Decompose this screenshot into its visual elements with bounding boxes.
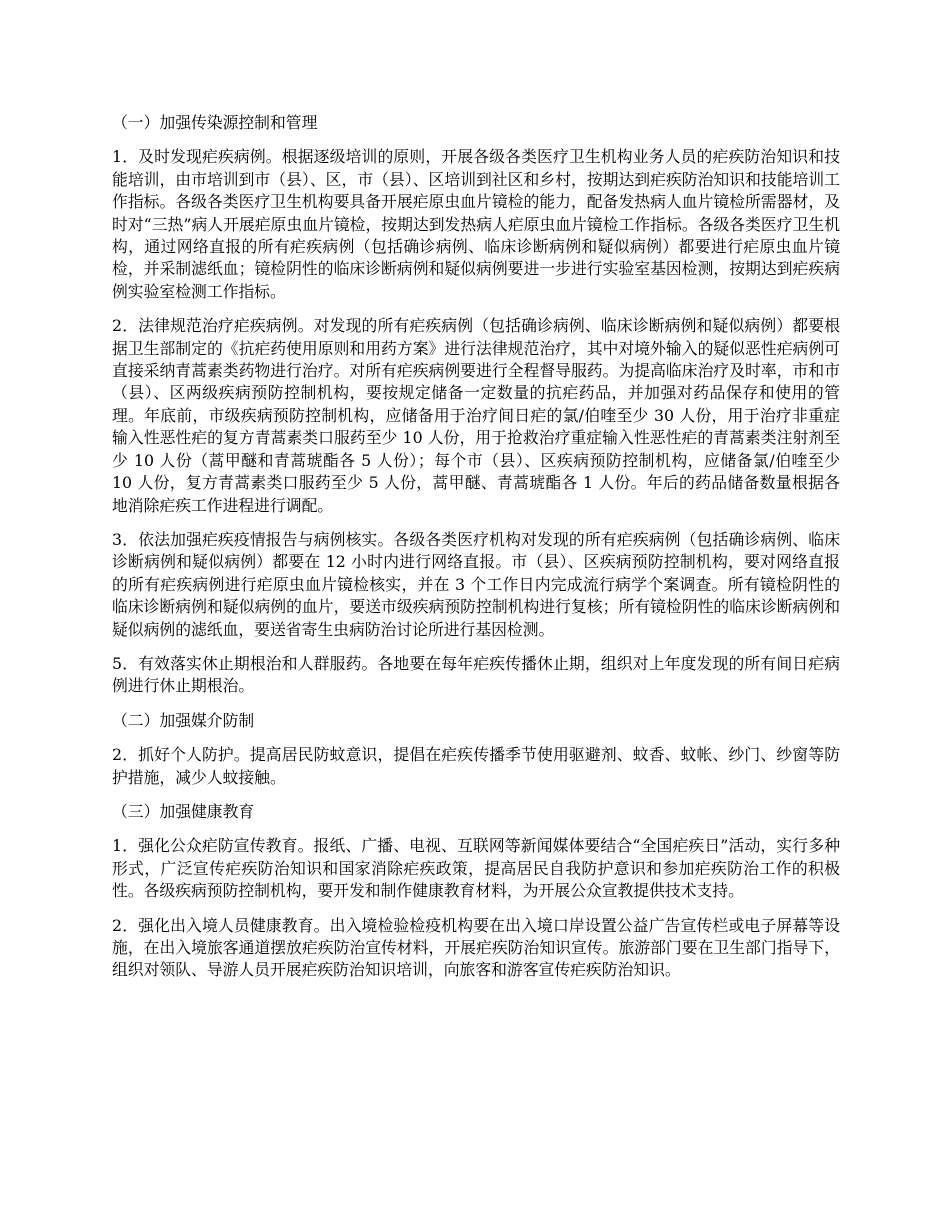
- section-heading: （三）加强健康教育: [112, 801, 255, 821]
- section-2: [112, 710, 840, 789]
- paragraph: 1．强化公众疟防宣传教育。报纸、广播、电视、互联网等新闻媒体要结合“全国疟疾日”活动，实行多种形式，广泛宣传疟疾防治知识和国家消除疟疾政策，提高居民自我防护意识和参加疟疾防治工作的积极性。各级疾病预防控制机构，要开发和制作健康教育材料，为开展公众宣教提供技术支持。: [112, 836, 840, 901]
- paragraph: 5．有效落实休止期根治和人群服药。各地要在每年疟疾传播休止期，组织对上年度发现的所有间日疟病例进行休止期根治。: [112, 653, 840, 696]
- paragraph: 2．法律规范治疗疟疾病例。对发现的所有疟疾病例（包括确诊病例、临床诊断病例和疑似病例）都要根据卫生部制定的《抗疟药使用原则和用药方案》进行法律规范治疗，其中对境外输入的疑似恶性疟病例可直接采纳青蒿素类药物进行治疗。对所有疟疾病例要进行全程督导服药。为提高临床治疗及时率，市和市（县）、区两级疾病预防控制机构，要按规定储备一定数量的抗疟药品，并加强对药品保存和使用的管理。年底前，市级疾病预防控制机构，应储备用于治疗间日疟的氯/伯喹至少 30 人份，用于治疗非重症输入性恶性疟的复方青蒿素类口服药至少 10 人份，用于抢救治疗重症输入性恶性疟的青蒿素类注射剂至少 10 人份（蒿甲醚和青蒿琥酯各 5 人份）；每个市（县）、区疾病预防控制机构，应储备氯/伯喹至少 10 人份，复方青蒿素类口服药至少 5 人份，蒿甲醚、青蒿琥酯各 1 人份。年后的药品储备数量根据各地消除疟疾工作进程进行调配。: [112, 316, 840, 515]
- paragraph: 2．强化出入境人员健康教育。出入境检验检疫机构要在出入境口岸设置公益广告宣传栏或电子屏幕等设施，在出入境旅客通道摆放疟疾防治宣传材料，开展疟疾防治知识宣传。旅游部门要在卫生部门指导下，组织对领队、导游人员开展疟疾防治知识培训，向旅客和游客宣传疟疾防治知识。: [112, 915, 840, 980]
- section-heading: （一）加强传染源控制和管理: [112, 113, 318, 132]
- section-3: [112, 801, 840, 982]
- section-1: [112, 112, 840, 698]
- paragraph: 3．依法加强疟疾疫情报告与病例核实。各级各类医疗机构对发现的所有疟疾病例（包括确诊病例、临床诊断病例和疑似病例）都要在 12 小时内进行网络直报。市（县）、区疾病预防控制机构，要对网络直报的所有疟疾病例进行疟原虫血片镜检核实，并在 3 个工作日内完成流行病学个案调查。所有镜检阴性的临床诊断病例和疑似病例的血片，要送市级疾病预防控制机构进行复核；所有镜检阴性的临床诊断病例和疑似病例的滤纸血，要送省寄生虫病防治讨论所进行基因检测。: [112, 529, 840, 639]
- paragraph: 1．及时发现疟疾病例。根据逐级培训的原则，开展各级各类医疗卫生机构业务人员的疟疾防治知识和技能培训，由市培训到市（县）、区，市（县）、区培训到社区和乡村，按期达到疟疾防治知识和技能培训工作指标。各级各类医疗卫生机构要具备开展疟原虫血片镜检的能力，配备发热病人血片镜检所需器材，及时对“三热”病人开展疟原虫血片镜检，按期达到发热病人疟原虫血片镜检工作指标。各级各类医疗卫生机构，通过网络直报的所有疟疾病例（包括确诊病例、临床诊断病例和疑似病例）都要进行疟原虫血片镜检，并采制滤纸血；镜检阴性的临床诊断病例和疑似病例要进一步进行实验室基因检测，按期达到疟疾病例实验室检测工作指标。: [112, 147, 840, 301]
- section-heading: （二）加强媒介防制: [112, 710, 255, 730]
- paragraph: 2．抓好个人防护。提高居民防蚊意识，提倡在疟疾传播季节使用驱避剂、蚊香、蚊帐、纱门、纱窗等防护措施，减少人蚊接触。: [112, 745, 840, 787]
- document-page: [112, 112, 840, 994]
